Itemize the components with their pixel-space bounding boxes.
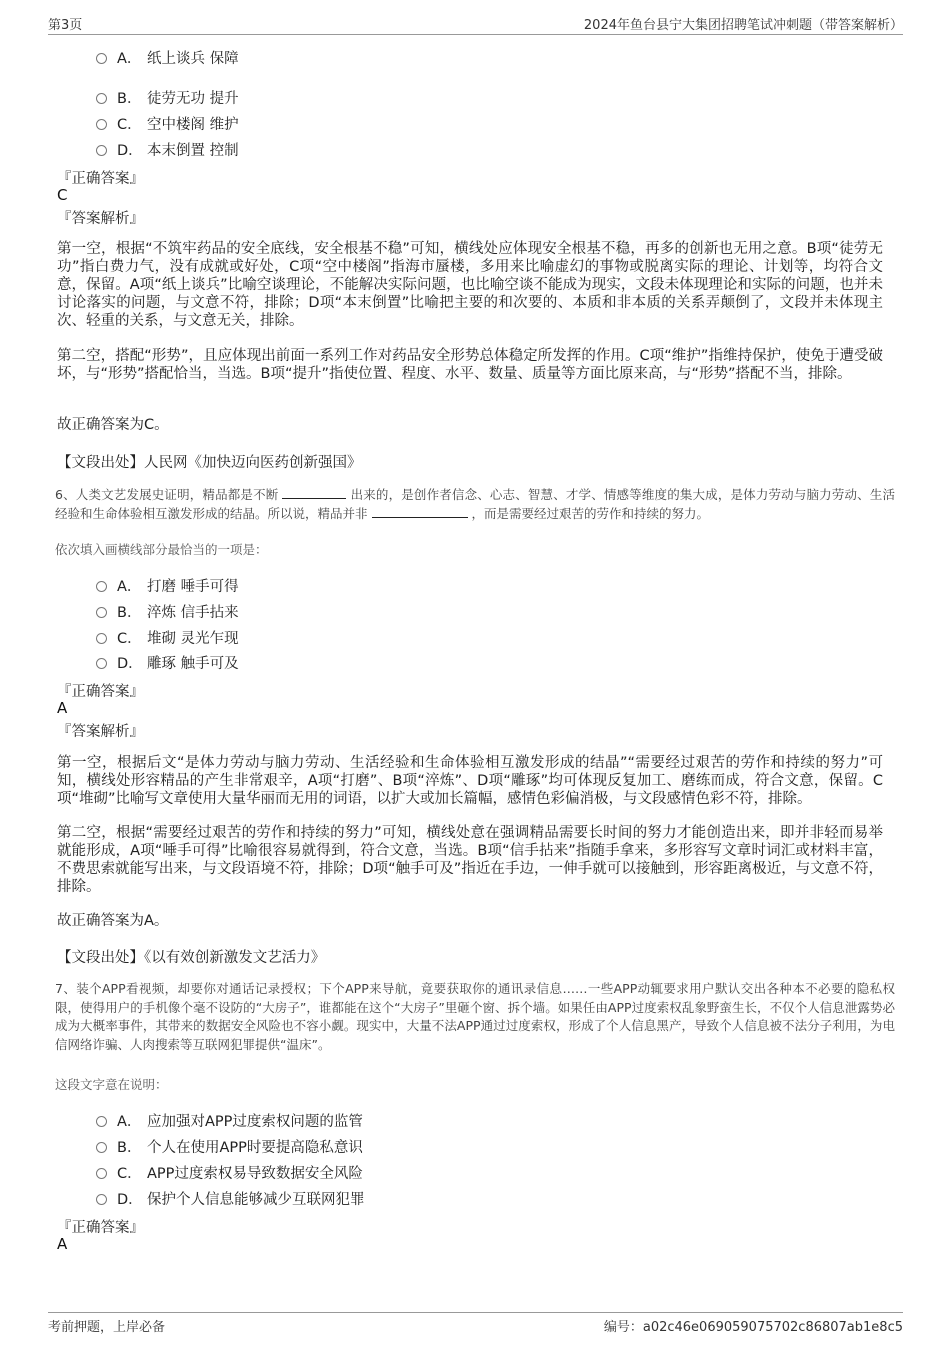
fill-blank: [372, 505, 468, 518]
q6-source: 【文段出处】《以有效创新激发文艺活力》: [57, 950, 326, 966]
radio-icon[interactable]: [96, 607, 107, 618]
q6-option-b[interactable]: B． 淬炼 信手拈来: [96, 601, 239, 622]
q5-analysis-paragraph-1: 第一空，根据“不筑牢药品的安全底线，安全根基不稳”可知，横线处应体现安全根基不稳，再多的创新也无用之意。B项“徒劳无功”指白费力气，没有成就或好处，C项“空中楼阁”指海市蜃楼，多用来比喻虚幻的事物或脱离实际的理论、计划等，均符合文意，保留。A项“纸上谈兵”比喻空谈理论，不能解决实际问题，也比喻空谈不能成为现实，文段未体现理论和实际的问题，也并未讨论落实的问题，与文意不符，排除；D项“本末倒置”比喻把主要的和次要的、本质和非本质的关系弄颠倒了，文段并未体现主次、轻重的关系，与文意无关，排除。: [57, 241, 883, 329]
q5-answer: C: [57, 186, 68, 204]
radio-icon[interactable]: [96, 1142, 107, 1153]
q5-option-c[interactable]: C． 空中楼阁 维护: [96, 113, 239, 134]
radio-icon[interactable]: [96, 658, 107, 669]
radio-icon[interactable]: [96, 633, 107, 644]
radio-icon[interactable]: [96, 93, 107, 104]
q6-analysis-paragraph-1: 第一空，根据后文“是体力劳动与脑力劳动、生活经验和生命体验相互激发形成的结晶”“需要经过艰苦的劳作和持续的努力”可知，横线处形容精品的产生非常艰辛，A项“打磨”、B项“淬炼”、D项“雕琢”均可体现反复加工、磨练而成，符合文意，保留。C项“堆砌”比喻写文章使用大量华丽而无用的词语，以扩大或加长篇幅，感情色彩偏消极，与文段感情色彩不符，排除。: [57, 755, 883, 807]
document-title: 2024年鱼台县宁大集团招聘笔试冲刺题（带答案解析）: [583, 18, 903, 33]
document-serial: 编号：a02c46e069059075702c86807ab1e8c5: [603, 1320, 903, 1335]
q7-option-b[interactable]: B． 个人在使用APP时要提高隐私意识: [96, 1136, 363, 1157]
q6-stem: 6、人类文艺发展史证明，精品都是不断 出来的，是创作者信念、心志、智慧、才学、情感等维度的集大成，是体力劳动与脑力劳动、生活经验和生命体验相互激发形成的结晶。所以说，精品并非 ，而是需要经过艰苦的劳作和持续的努力。: [55, 487, 895, 521]
radio-icon[interactable]: [96, 1116, 107, 1127]
radio-icon[interactable]: [96, 119, 107, 130]
radio-icon[interactable]: [96, 145, 107, 156]
radio-icon[interactable]: [96, 1168, 107, 1179]
q5-conclusion: 故正确答案为C。: [57, 417, 169, 433]
q5-option-d[interactable]: D． 本末倒置 控制: [96, 139, 239, 160]
q7-answer-label: 『正确答案』: [57, 1220, 144, 1236]
q5-option-a[interactable]: A． 纸上谈兵 保障: [96, 47, 239, 68]
q6-option-a[interactable]: A． 打磨 唾手可得: [96, 575, 239, 596]
q6-answer: A: [57, 699, 68, 717]
q7-option-c[interactable]: C． APP过度索权易导致数据安全风险: [96, 1162, 363, 1183]
page-header: [48, 12, 903, 35]
page-footer: [48, 1312, 903, 1337]
q5-answer-label: 『正确答案』: [57, 171, 144, 187]
q6-conclusion: 故正确答案为A。: [57, 913, 169, 929]
page-number: 第3页: [48, 18, 83, 33]
q6-prompt: 依次填入画横线部分最恰当的一项是：: [55, 542, 268, 557]
q5-analysis-label: 『答案解析』: [57, 211, 144, 227]
radio-icon[interactable]: [96, 53, 107, 64]
q7-option-a[interactable]: A． 应加强对APP过度索权问题的监管: [96, 1110, 363, 1131]
q5-analysis-paragraph-2: 第二空，搭配“形势”，且应体现出前面一系列工作对药品安全形势总体稳定所发挥的作用。C项“维护”指维持保护，使免于遭受破坏，与“形势”搭配恰当，当选。B项“提升”指使位置、程度、水平、数量、质量等方面比原来高，与“形势”搭配不当，排除。: [57, 348, 883, 382]
q6-analysis-label: 『答案解析』: [57, 724, 144, 740]
radio-icon[interactable]: [96, 1194, 107, 1205]
q7-stem: 7、装个APP看视频，却要你对通话记录授权；下个APP来导航，竟要获取你的通讯录信息……一些APP动辄要求用户默认交出各种本不必要的隐私权限，使得用户的手机像个毫不设防的“大房子”，谁都能在这个“大房子”里砸个窗、拆个墙。如果任由APP过度索权乱象野蛮生长，不仅个人信息泄露势必成为大概率事件，其带来的数据安全风险也不容小觑。现实中，大量不法APP通过过度索权，形成了个人信息黑产，导致个人信息被不法分子利用，为电信网络诈骗、人肉搜索等互联网犯罪提供“温床”。: [55, 981, 895, 1052]
q5-source: 【文段出处】人民网《加快迈向医药创新强国》: [57, 455, 362, 471]
footer-slogan: 考前押题，上岸必备: [48, 1320, 166, 1335]
q7-answer: A: [57, 1235, 68, 1253]
radio-icon[interactable]: [96, 581, 107, 592]
fill-blank: [282, 486, 346, 499]
q6-option-c[interactable]: C． 堆砌 灵光乍现: [96, 627, 239, 648]
q6-answer-label: 『正确答案』: [57, 684, 144, 700]
q6-option-d[interactable]: D． 雕琢 触手可及: [96, 652, 239, 673]
q7-prompt: 这段文字意在说明：: [55, 1077, 168, 1092]
q5-option-b[interactable]: B． 徒劳无功 提升: [96, 87, 239, 108]
q7-option-d[interactable]: D． 保护个人信息能够减少互联网犯罪: [96, 1188, 365, 1209]
q6-analysis-paragraph-2: 第二空，根据“需要经过艰苦的劳作和持续的努力”可知，横线处意在强调精品需要长时间的努力才能创造出来，即并非轻而易举就能形成，A项“唾手可得”比喻很容易就得到，符合文意，当选。B项“信手拈来”指随手拿来，多形容写文章时词汇或材料丰富，不费思索就能写出来，与文段语境不符，排除；D项“触手可及”指近在手边，一伸手就可以接触到，形容距离极近，与文意不符，排除。: [57, 825, 883, 895]
